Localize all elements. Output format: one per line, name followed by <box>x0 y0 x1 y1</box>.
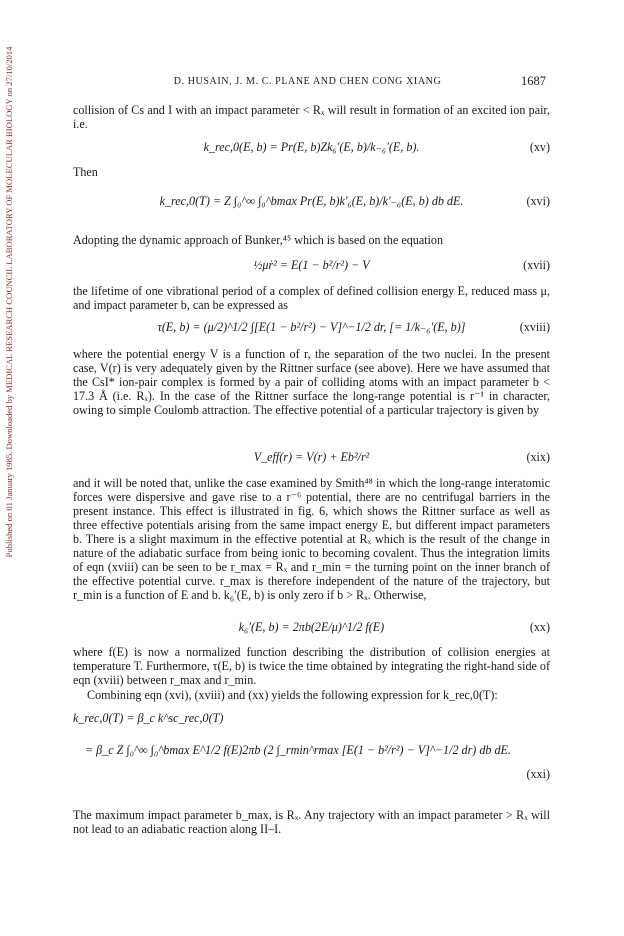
paragraph-6: where f(E) is now a normalized function describing the distribution of collision energies at temperature T. Furthermore, τ(E, b) is twice the time obtained by integrating the right-hand side of eqn (xviii) between r_max and r_min. <box>73 645 550 687</box>
equation-xviii: τ(E, b) = (μ/2)^1/2 ∫[E(1 − b²/r²) − V]^−1/2 dr, [= 1/k₋₆′(E, b)] (xviii) <box>157 320 550 334</box>
paragraph-3: the lifetime of one vibrational period of a complex of defined collision energy E, reduced mass μ, and impact parameter b, can be expressed as <box>73 284 550 312</box>
then-text: Then <box>73 165 98 179</box>
equation-xxi <box>73 711 550 781</box>
equation-xxi-line-2: = β_c Z ∫₀^∞ ∫₀^bmax E^1/2 f(E)2πb (2 ∫_rmin^rmax [E(1 − b²/r²) − V]^−1/2 dr) db dE. <box>85 743 511 757</box>
equation-xxi-number: (xxi) <box>526 767 550 781</box>
download-watermark-text: Published on 01 January 1985. Downloaded by MEDICAL RESEARCH COUNCIL LABORATORY OF MOLECULAR BIOLOGY on 27/10/2014 <box>4 46 14 558</box>
paragraph-7: Combining eqn (xvi), (xviii) and (xx) yields the following expression for k_rec,0(T): <box>87 688 498 702</box>
paragraph-8: The maximum impact parameter b_max, is Rₓ. Any trajectory with an impact parameter > Rₓ will not lead to an adiabatic reaction along II–I. <box>73 808 550 836</box>
page-number: 1687 <box>521 74 546 88</box>
equation-xx: k₆′(E, b) = 2πb(2E/μ)^1/2 f(E) (xx) <box>238 620 550 634</box>
equation-xvi: k_rec,0(T) = Z ∫₀^∞ ∫₀^bmax Pr(E, b)k′₆(E, b)/k′₋₆(E, b) db dE. (xvi) <box>159 194 550 208</box>
running-title: D. HUSAIN, J. M. C. PLANE AND CHEN CONG XIANG <box>173 76 442 87</box>
paragraph-5: and it will be noted that, unlike the case examined by Smith⁴⁸ in which the long-range interatomic forces were dispersive and gave rise to a r⁻⁶ potential, there are no centrifugal barriers in the present instance. This effect is illustrated in fig. 6, which shows the Rittner surface as well as three effective potentials arising from the same impact energy E, but different impact parameters b. There is a slight maximum in the effective potential at Rₓ which is the result of the change in nature of the adiabatic surface from being ionic to becoming covalent. Thus the integration limits of eqn (xviii) can be seen to be r_max = Rₓ and r_min = the turning point on the inner branch of the effective potential curve. r_max is therefore independent of the nature of the trajectory, but r_min is a function of E and b. k₆′(E, b) is only zero if b > Rₓ. Otherwise, <box>73 476 550 602</box>
page-header <box>69 74 546 90</box>
equation-xix: V_eff(r) = V(r) + Eb²/r² (xix) <box>253 450 550 464</box>
paragraph-1: collision of Cs and I with an impact parameter < Rₓ will result in formation of an excited ion pair, i.e. <box>73 103 550 131</box>
download-watermark <box>2 2 16 602</box>
paragraph-2: Adopting the dynamic approach of Bunker,⁴⁵ which is based on the equation <box>73 233 443 247</box>
paragraph-4: where the potential energy V is a function of r, the separation of the two nuclei. In the present case, V(r) is very adequately given by the Rittner surface (see above). Here we have assumed that the CsI* ion-pair complex is formed by a pair of colliding atoms with an impact parameter b < 17.3 Å (i.e. Rₓ). In the case of the Rittner surface the long-range potential is r⁻¹ in character, owing to simple Coulomb attraction. The effective potential of a particular trajectory is given by <box>73 347 550 417</box>
equation-xv: k_rec,0(E, b) = Pr(E, b)Zk₆′(E, b)/k₋₆′(E, b). (xv) <box>203 140 550 154</box>
equation-xxi-line-1: k_rec,0(T) = β_c k^sc_rec,0(T) <box>73 711 224 725</box>
equation-xvii: ½μṙ² = E(1 − b²/r²) − V (xvii) <box>253 258 550 272</box>
